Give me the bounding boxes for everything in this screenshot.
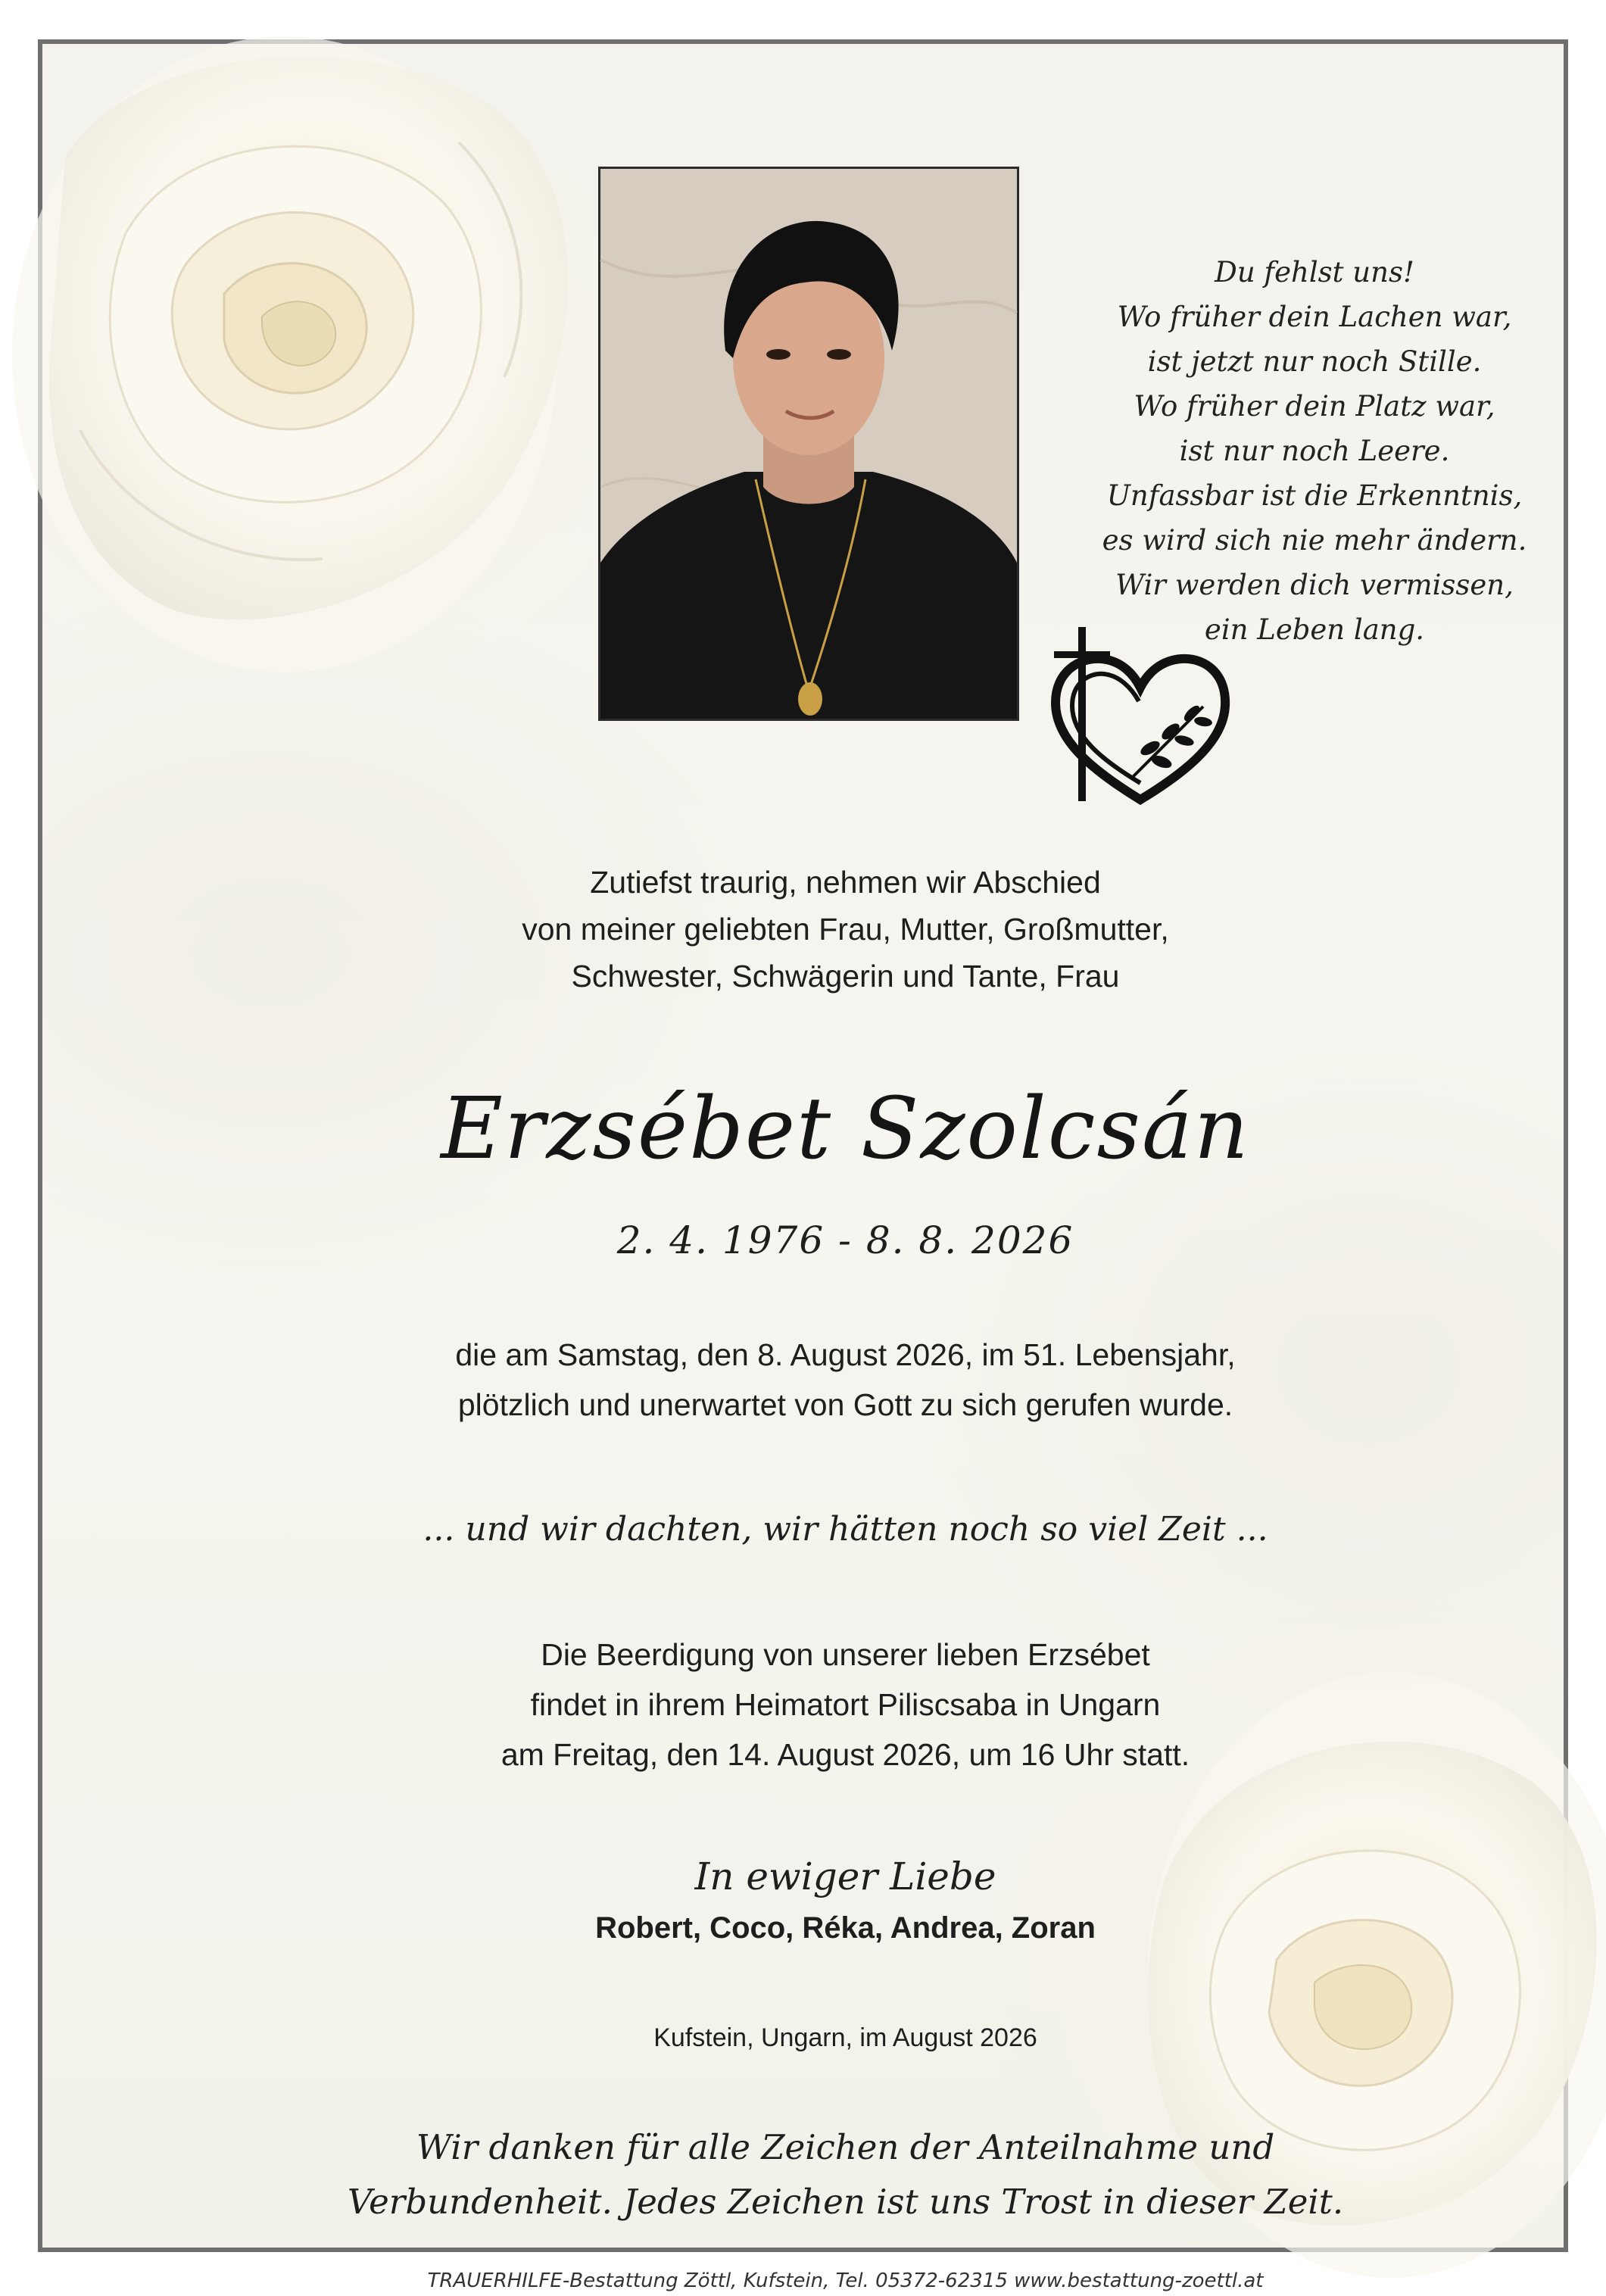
- thanks-text: [85, 2120, 1606, 2229]
- heart-cross-icon: [1048, 627, 1233, 806]
- white-rose-icon: [35, 36, 610, 688]
- funeral-line: findet in ihrem Heimatort Piliscsaba in Ungarn: [530, 1687, 1161, 1722]
- thanks-line: Verbundenheit. Jedes Zeichen ist uns Trost in dieser Zeit.: [347, 2182, 1344, 2222]
- poem-line: ist nur noch Leere.: [1179, 435, 1450, 467]
- funeral-home-footer: TRAUERHILFE-Bestattung Zöttl, Kufstein, Tel. 05372-62315 www.bestattung-zoettl.at: [427, 2269, 1264, 2292]
- poem: [1057, 250, 1572, 652]
- poem-line: Unfassbar ist die Erkenntnis,: [1106, 479, 1523, 512]
- poem-line: Du fehlst uns!: [1215, 256, 1414, 289]
- poem-line: Wo früher dein Lachen war,: [1117, 301, 1512, 333]
- poem-line: ist jetzt nur noch Stille.: [1147, 345, 1482, 378]
- obituary-card: [38, 39, 1568, 2292]
- poem-line: Wir werden dich vermissen,: [1115, 569, 1514, 601]
- intro-line: Zutiefst traurig, nehmen wir Abschied: [590, 865, 1101, 900]
- funeral-line: am Freitag, den 14. August 2026, um 16 Uhr statt.: [501, 1737, 1190, 1772]
- deceased-name: Erzsébet Szolcsán: [441, 1080, 1250, 1178]
- funeral-notice: [85, 1630, 1606, 1780]
- death-notice: [85, 1330, 1606, 1430]
- poem-line: es wird sich nie mehr ändern.: [1102, 524, 1527, 557]
- intro-text: [85, 859, 1606, 1000]
- portrait-illustration: [600, 169, 1017, 719]
- funeral-line: Die Beerdigung von unserer lieben Erzsébet: [541, 1637, 1150, 1672]
- poem-line: ein Leben lang.: [1204, 613, 1425, 646]
- thanks-line: Wir danken für alle Zeichen der Anteilnahme und: [416, 2127, 1275, 2167]
- death-notice-line: die am Samstag, den 8. August 2026, im 51. Lebensjahr,: [455, 1337, 1236, 1372]
- in-eternal-love: In ewiger Liebe: [694, 1855, 996, 1898]
- portrait-photo: [598, 167, 1019, 721]
- family-names: Robert, Coco, Réka, Andrea, Zoran: [595, 1911, 1096, 1945]
- intro-line: Schwester, Schwägerin und Tante, Frau: [571, 959, 1120, 994]
- death-notice-line: plötzlich und unerwartet von Gott zu sich gerufen wurde.: [457, 1387, 1233, 1422]
- quote: ... und wir dachten, wir hätten noch so viel Zeit ...: [423, 1510, 1268, 1549]
- place-date: Kufstein, Ungarn, im August 2026: [653, 2023, 1037, 2052]
- life-dates: 2. 4. 1976 - 8. 8. 2026: [616, 1218, 1074, 1262]
- intro-line: von meiner geliebten Frau, Mutter, Großmutter,: [522, 912, 1169, 947]
- poem-line: Wo früher dein Platz war,: [1134, 390, 1495, 423]
